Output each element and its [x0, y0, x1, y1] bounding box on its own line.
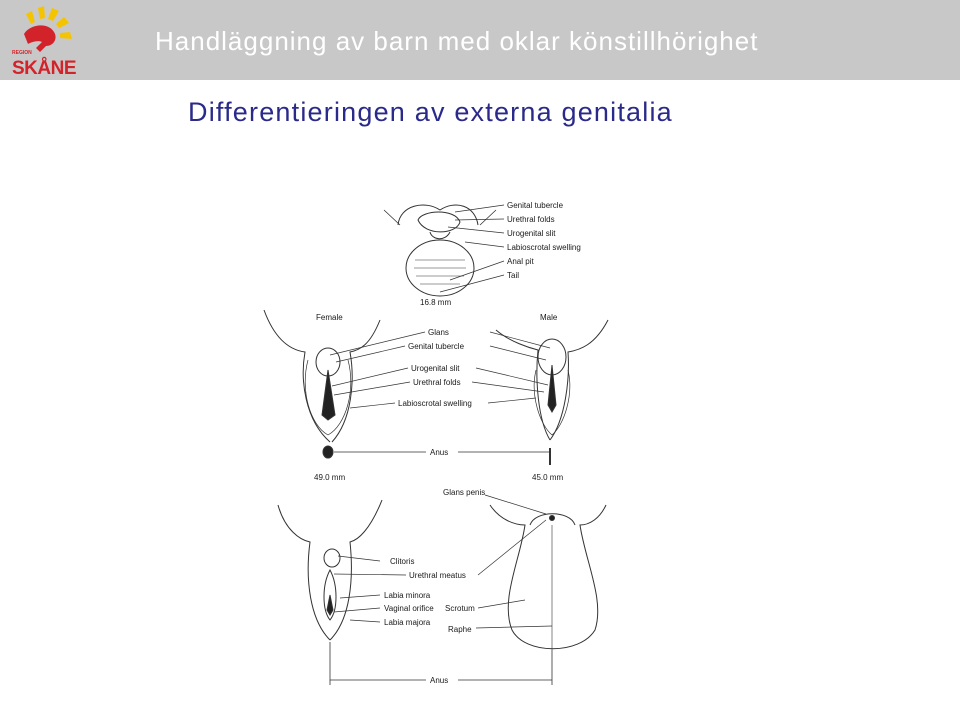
- label-scrotum: Scrotum: [445, 604, 475, 613]
- label-labia-minora: Labia minora: [384, 591, 431, 600]
- stage1-indifferent-drawing: [384, 205, 496, 296]
- logo-brand-text: SKÅNE: [12, 58, 77, 78]
- label-labia-majora: Labia majora: [384, 618, 431, 627]
- label-urogenital-slit-1: Urogenital slit: [507, 229, 556, 238]
- stage1-leader-lines: [440, 205, 504, 292]
- label-clitoris: Clitoris: [390, 557, 415, 566]
- label-urethral-meatus: Urethral meatus: [409, 571, 466, 580]
- label-female: Female: [316, 313, 343, 322]
- stage2-male-drawing: [496, 320, 608, 465]
- label-genital-tubercle-2: Genital tubercle: [408, 342, 465, 351]
- header-title: Handläggning av barn med oklar könstillhörighet: [155, 26, 759, 56]
- stage3-male-drawing: [490, 505, 606, 685]
- griffin-icon: [24, 25, 56, 52]
- label-glans-penis: Glans penis: [443, 488, 486, 497]
- label-size-16-8: 16.8 mm: [420, 298, 452, 307]
- label-glans: Glans: [428, 328, 449, 337]
- label-urethral-folds-2: Urethral folds: [413, 378, 461, 387]
- label-male: Male: [540, 313, 558, 322]
- label-size-45-0: 45.0 mm: [532, 473, 564, 482]
- header-bar: [0, 0, 960, 80]
- label-urogenital-slit-2: Urogenital slit: [411, 364, 460, 373]
- label-genital-tubercle-1: Genital tubercle: [507, 201, 564, 210]
- label-anal-pit: Anal pit: [507, 257, 534, 266]
- stage2-female-drawing: [264, 310, 380, 458]
- label-anus-2: Anus: [430, 448, 449, 457]
- label-anus-3: Anus: [430, 676, 449, 685]
- stage3-female-drawing: [278, 500, 382, 685]
- label-vaginal-orifice: Vaginal orifice: [384, 604, 434, 613]
- label-urethral-folds-1: Urethral folds: [507, 215, 555, 224]
- label-labioscrotal-swelling-1: Labioscrotal swelling: [507, 243, 581, 252]
- stage3-leader-lines: [330, 495, 552, 680]
- label-labioscrotal-swelling-2: Labioscrotal swelling: [398, 399, 472, 408]
- label-tail: Tail: [507, 271, 520, 280]
- label-size-49-0: 49.0 mm: [314, 473, 346, 482]
- logo-region-text: REGION: [12, 50, 32, 56]
- genital-differentiation-figure: [250, 180, 630, 700]
- slide-title: Differentieringen av externa genitalia: [188, 97, 673, 127]
- label-raphe: Raphe: [448, 625, 472, 634]
- region-skane-logo: [8, 4, 90, 78]
